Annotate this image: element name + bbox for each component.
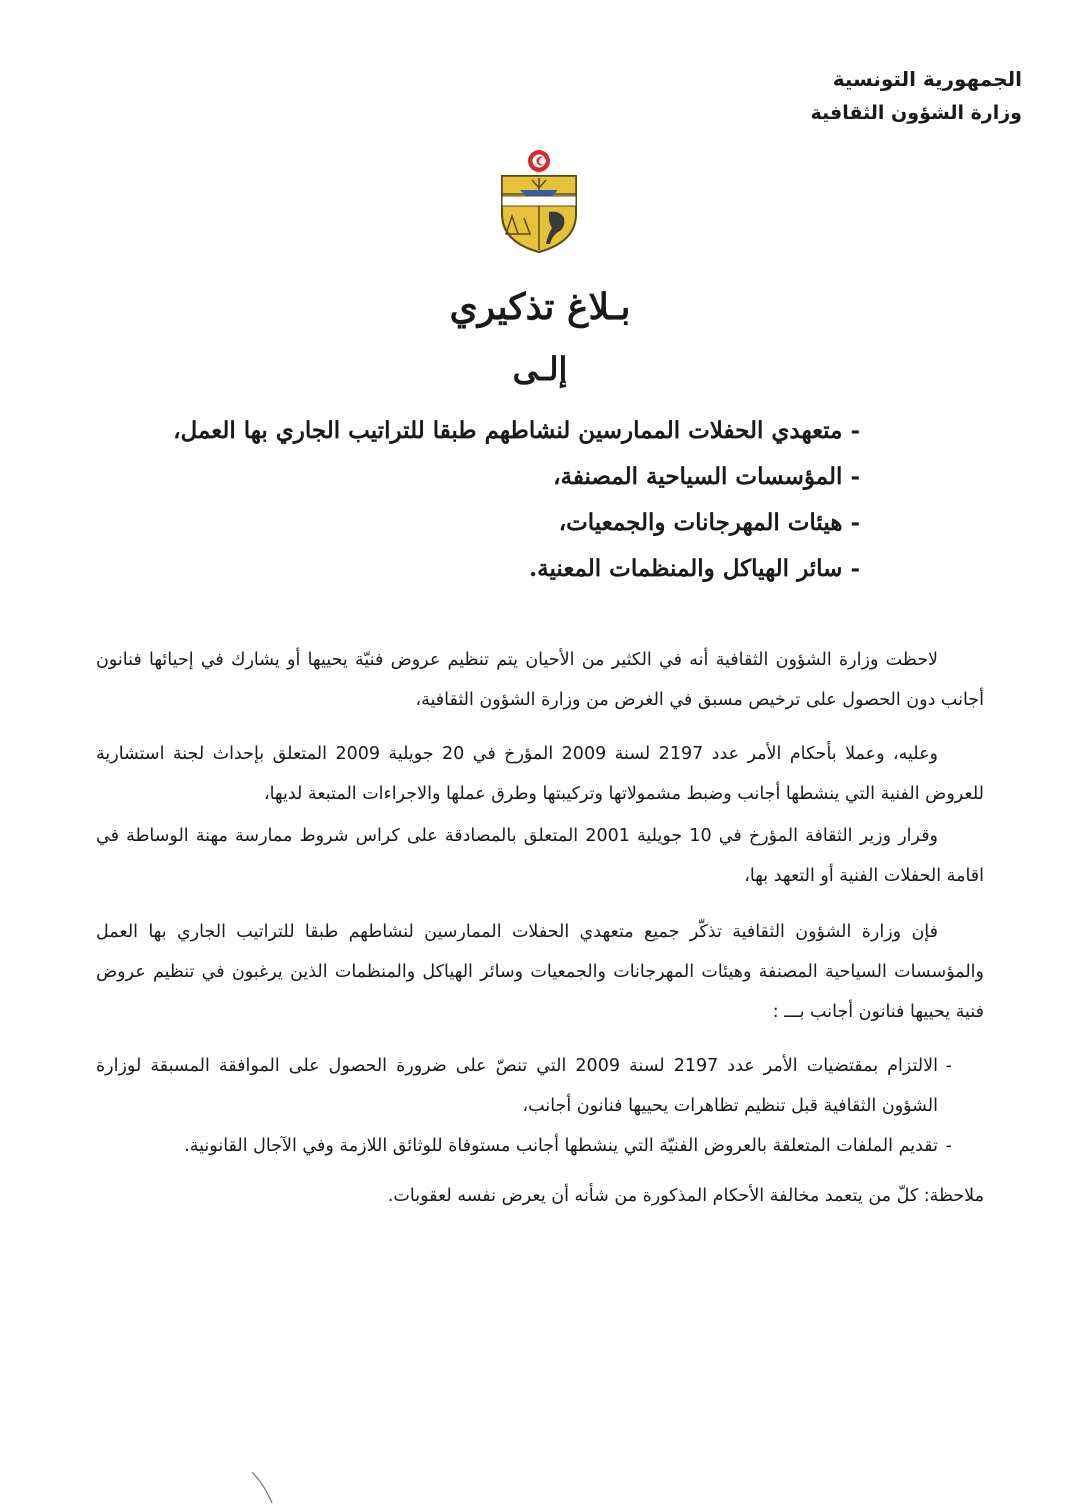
document-title: بـلاغ تذكيري (449, 286, 631, 328)
tunisia-coat-of-arms-icon (494, 146, 584, 256)
recipient-item: - سائر الهياكل والمنظمات المعنية. (529, 555, 860, 582)
obligations-list (96, 1046, 984, 1166)
letterhead (622, 64, 1022, 128)
paragraph-decree: وعليه، وعملا بأحكام الأمر عدد 2197 لسنة 2009 المؤرخ في 20 جويلية 2009 المتعلق بإحداث لجنة استشارية للعروض الفنية التي ينشطها أجانب وضبط مشمولاتها وتركيبتها وطرق عملها والاجراءات المتبعة لديها، (96, 744, 984, 804)
addressee-label: إلـى (512, 350, 568, 388)
recipient-list (100, 408, 860, 592)
paragraph-ministerial-order: وقرار وزير الثقافة المؤرخ في 10 جويلية 2001 المتعلق بالمصادقة على كراس شروط ممارسة مهنة الوساطة في اقامة الحفلات الفنية أو التعهد بها، (96, 826, 984, 886)
note-paragraph: ملاحظة: كلّ من يتعمد مخالفة الأحكام المذكورة من شأنه أن يعرض نفسه لعقوبات. (387, 1186, 984, 1206)
ministry-name: وزارة الشؤون الثقافية (810, 102, 1022, 124)
obligation-text: تقديم الملفات المتعلقة بالعروض الفنيّة التي ينشطها أجانب مستوفاة للوثائق اللازمة وفي الآجال القانونية. (184, 1136, 938, 1156)
pen-stroke-mark (250, 1470, 290, 1505)
obligation-item: - الالتزام بمقتضيات الأمر عدد 2197 لسنة 2009 التي تنصّ على ضرورة الحصول على الموافقة المسبقة لوزارة الشؤون الثقافية قبل تنظيم تظاهرات يحييها فنانون أجانب، (96, 1056, 952, 1116)
paragraph-observation: لاحظت وزارة الشؤون الثقافية أنه في الكثير من الأحيان يتم تنظيم عروض فنيّة يحييها أو يشارك في إحيائها فنانون أجانب دون الحصول على ترخيص مسبق في الغرض من وزارة الشؤون الثقافية، (96, 650, 984, 710)
obligation-item: - تقديم الملفات المتعلقة بالعروض الفنيّة التي ينشطها أجانب مستوفاة للوثائق اللازمة وفي الآجال القانونية. (184, 1136, 952, 1156)
obligation-text: الالتزام بمقتضيات الأمر عدد 2197 لسنة 2009 التي تنصّ على ضرورة الحصول على الموافقة المسبقة لوزارة الشؤون الثقافية قبل تنظيم تظاهرات يحييها فنانون أجانب، (96, 1056, 938, 1116)
recipient-item: - متعهدي الحفلات الممارسين لنشاطهم طبقا للتراتيب الجاري بها العمل، (173, 417, 860, 444)
republic-name: الجمهورية التونسية (832, 67, 1022, 91)
recipient-item: - المؤسسات السياحية المصنفة، (553, 463, 860, 490)
document-body (96, 640, 984, 1216)
paragraph-reminder: فإن وزارة الشؤون الثقافية تذكّر جميع متعهدي الحفلات الممارسين لنشاطهم طبقا للتراتيب الجاري بها العمل والمؤسسات السياحية المصنفة وهيئات المهرجانات والجمعيات وسائر الهياكل والمنظمات الذين يرغبون في تنظيم عروض فنية يحييها فنانون أجانب بـــ : (96, 922, 984, 1022)
recipient-item: - هيئات المهرجانات والجمعيات، (558, 509, 860, 536)
